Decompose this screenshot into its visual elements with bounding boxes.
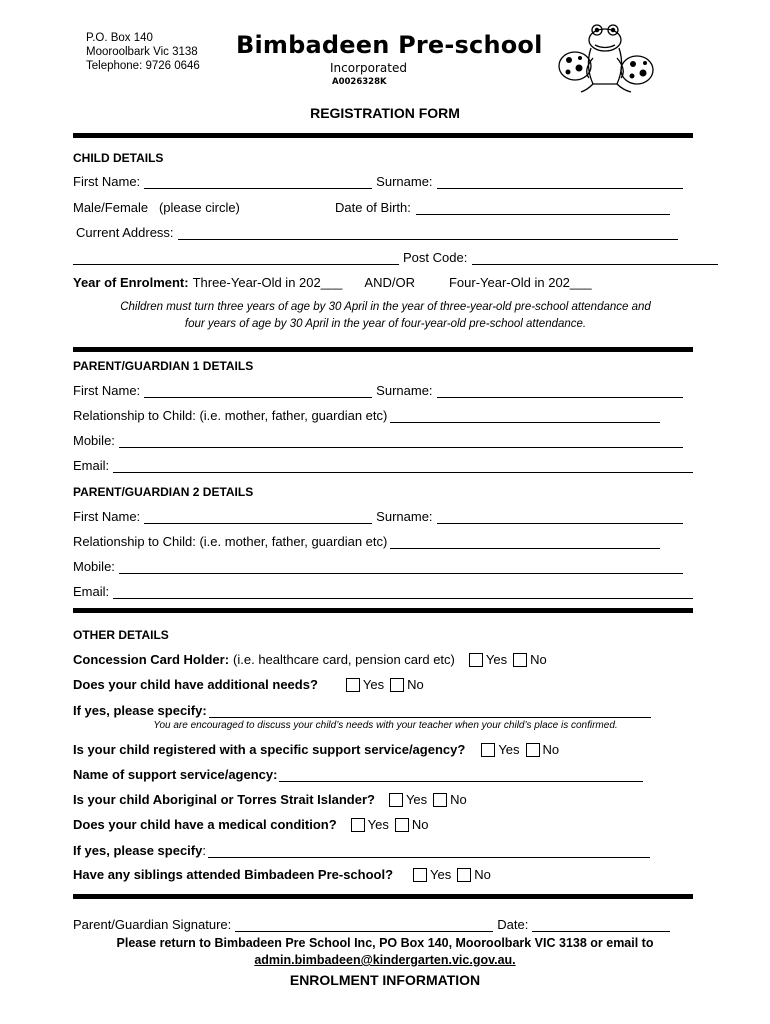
yes-label: Yes	[362, 677, 385, 692]
surname-label: Surname:	[376, 383, 433, 398]
four-year-old-option[interactable]: Four-Year-Old in 202___	[448, 275, 592, 290]
needs-no-checkbox[interactable]	[390, 678, 404, 692]
section-divider	[73, 133, 693, 138]
child-postcode-row	[73, 250, 718, 265]
parent1-first-name-field[interactable]	[144, 384, 372, 398]
no-label: No	[450, 792, 467, 807]
parent2-heading: PARENT/GUARDIAN 2 DETAILS	[73, 485, 254, 499]
parent1-mobile-row	[73, 433, 683, 448]
section-divider	[73, 608, 693, 613]
aboriginal-row	[73, 792, 473, 807]
parent2-name-row	[73, 509, 683, 524]
yes-label: Yes	[485, 652, 508, 667]
school-name: Bimbadeen Pre-school	[236, 31, 543, 59]
specify-label: If yes, please specify	[73, 843, 203, 858]
return-email-link[interactable]: admin.bimbadeen@kindergarten.vic.gov.au.	[254, 953, 516, 967]
address-label: Current Address:	[76, 225, 174, 240]
registration-number: A0026328K	[332, 77, 387, 87]
concession-row	[73, 652, 553, 667]
needs-yes-checkbox[interactable]	[346, 678, 360, 692]
first-name-label: First Name:	[73, 383, 141, 398]
frog-icon	[553, 18, 658, 98]
parent1-relationship-field[interactable]	[390, 409, 660, 423]
child-details-heading: CHILD DETAILS	[73, 151, 164, 165]
no-label: No	[407, 677, 424, 692]
siblings-row	[73, 867, 497, 882]
parent2-mobile-row	[73, 559, 683, 574]
child-address-field-2[interactable]	[73, 251, 399, 265]
child-postcode-field[interactable]	[472, 251, 718, 265]
signature-label: Parent/Guardian Signature:	[73, 917, 232, 932]
address-line-3: Telephone: 9726 0646	[86, 60, 200, 72]
child-surname-field[interactable]	[437, 175, 683, 189]
surname-label: Surname:	[376, 509, 433, 524]
enrolment-year-label: Year of Enrolment:	[73, 275, 189, 290]
parent2-relationship-row	[73, 534, 660, 549]
enrolment-information-heading: ENROLMENT INFORMATION	[289, 972, 481, 988]
signature-field[interactable]	[235, 918, 493, 932]
incorporated-label: Incorporated	[330, 61, 407, 75]
medical-specify-row	[73, 843, 650, 858]
note-line-1: Children must turn three years of age by 30 April in the year of three-year-old pre-school attendance and	[120, 301, 651, 313]
child-address-field[interactable]	[178, 226, 678, 240]
child-name-row	[73, 174, 683, 189]
no-label: No	[530, 652, 547, 667]
address-line-2: Mooroolbark Vic 3138	[86, 46, 198, 58]
parent1-email-row	[73, 458, 693, 473]
child-dob-field[interactable]	[416, 201, 670, 215]
child-address-row	[76, 225, 678, 240]
needs-note: You are encouraged to discuss your child’s needs with your teacher when your child’s place is confirmed.	[153, 720, 618, 731]
form-title: REGISTRATION FORM	[310, 105, 460, 121]
email-label: Email:	[73, 458, 110, 473]
signature-row	[73, 917, 670, 932]
surname-label: Surname:	[376, 174, 433, 189]
parent2-relationship-field[interactable]	[390, 535, 660, 549]
note-line-2: four years of age by 30 April in the year of four-year-old pre-school attendance.	[184, 318, 587, 330]
aboriginal-yes-checkbox[interactable]	[389, 793, 403, 807]
yes-label: Yes	[405, 792, 428, 807]
other-details-heading: OTHER DETAILS	[73, 628, 169, 642]
parent2-mobile-field[interactable]	[119, 560, 683, 574]
siblings-no-checkbox[interactable]	[457, 868, 471, 882]
parent1-heading: PARENT/GUARDIAN 1 DETAILS	[73, 359, 254, 373]
support-service-row	[73, 742, 565, 757]
medical-question: Does your child have a medical condition?	[73, 817, 337, 832]
first-name-label: First Name:	[73, 174, 141, 189]
needs-specify-row	[73, 703, 651, 718]
support-name-field[interactable]	[279, 768, 643, 782]
concession-yes-checkbox[interactable]	[469, 653, 483, 667]
mobile-label: Mobile:	[73, 559, 115, 574]
concession-no-checkbox[interactable]	[513, 653, 527, 667]
parent1-name-row	[73, 383, 683, 398]
support-name-label: Name of support service/agency:	[73, 767, 278, 782]
additional-needs-row	[73, 677, 430, 692]
parent1-email-field[interactable]	[113, 459, 693, 473]
school-address	[86, 31, 200, 73]
medical-specify-field[interactable]	[208, 844, 650, 858]
support-service-question: Is your child registered with a specific support service/agency?	[73, 742, 466, 757]
support-no-checkbox[interactable]	[526, 743, 540, 757]
siblings-question: Have any siblings attended Bimbadeen Pre-school?	[73, 867, 394, 882]
specify-label: If yes, please specify:	[73, 703, 207, 718]
age-requirement-note	[73, 299, 698, 333]
support-yes-checkbox[interactable]	[481, 743, 495, 757]
parent2-first-name-field[interactable]	[144, 510, 372, 524]
no-label: No	[474, 867, 491, 882]
address-line-1: P.O. Box 140	[86, 32, 153, 44]
return-instructions: Please return to Bimbadeen Pre School Inc, PO Box 140, Mooroolbark VIC 3138 or email to	[116, 936, 654, 950]
aboriginal-question: Is your child Aboriginal or Torres Strait Islander?	[73, 792, 375, 807]
medical-row	[73, 817, 435, 832]
no-label: No	[542, 742, 560, 757]
parent1-surname-field[interactable]	[437, 384, 683, 398]
enrolment-year-row	[73, 275, 592, 290]
section-divider	[73, 894, 693, 899]
postcode-label: Post Code:	[403, 250, 468, 265]
relationship-label: Relationship to Child: (i.e. mother, father, guardian etc)	[73, 534, 388, 549]
concession-hint: (i.e. healthcare card, pension card etc)	[233, 652, 455, 667]
three-year-old-option[interactable]: Three-Year-Old in 202___	[192, 275, 343, 290]
parent2-email-field[interactable]	[113, 585, 693, 599]
child-first-name-field[interactable]	[144, 175, 372, 189]
return-email-wrap	[0, 953, 770, 967]
concession-label: Concession Card Holder:	[73, 652, 230, 667]
and-or-label: AND/OR	[364, 275, 415, 290]
parent1-mobile-field[interactable]	[119, 434, 683, 448]
gender-label: Male/Female (please circle)	[73, 200, 240, 215]
support-name-row	[73, 767, 643, 782]
mobile-label: Mobile:	[73, 433, 115, 448]
yes-label: Yes	[430, 867, 452, 882]
parent2-email-row	[73, 584, 693, 599]
medical-no-checkbox[interactable]	[395, 818, 409, 832]
needs-specify-field[interactable]	[209, 704, 651, 718]
child-gender-row	[73, 200, 670, 215]
dob-label: Date of Birth:	[335, 200, 411, 215]
parent1-relationship-row	[73, 408, 660, 423]
siblings-yes-checkbox[interactable]	[413, 868, 427, 882]
date-label: Date:	[497, 917, 529, 932]
date-field[interactable]	[532, 918, 670, 932]
aboriginal-no-checkbox[interactable]	[433, 793, 447, 807]
specify-colon: :	[202, 843, 206, 858]
email-label: Email:	[73, 584, 110, 599]
additional-needs-question: Does your child have additional needs?	[73, 677, 318, 692]
yes-label: Yes	[498, 742, 520, 757]
relationship-label: Relationship to Child: (i.e. mother, father, guardian etc)	[73, 408, 388, 423]
medical-yes-checkbox[interactable]	[351, 818, 365, 832]
first-name-label: First Name:	[73, 509, 141, 524]
yes-label: Yes	[367, 817, 389, 832]
section-divider	[73, 347, 693, 352]
parent2-surname-field[interactable]	[437, 510, 683, 524]
no-label: No	[411, 817, 429, 832]
